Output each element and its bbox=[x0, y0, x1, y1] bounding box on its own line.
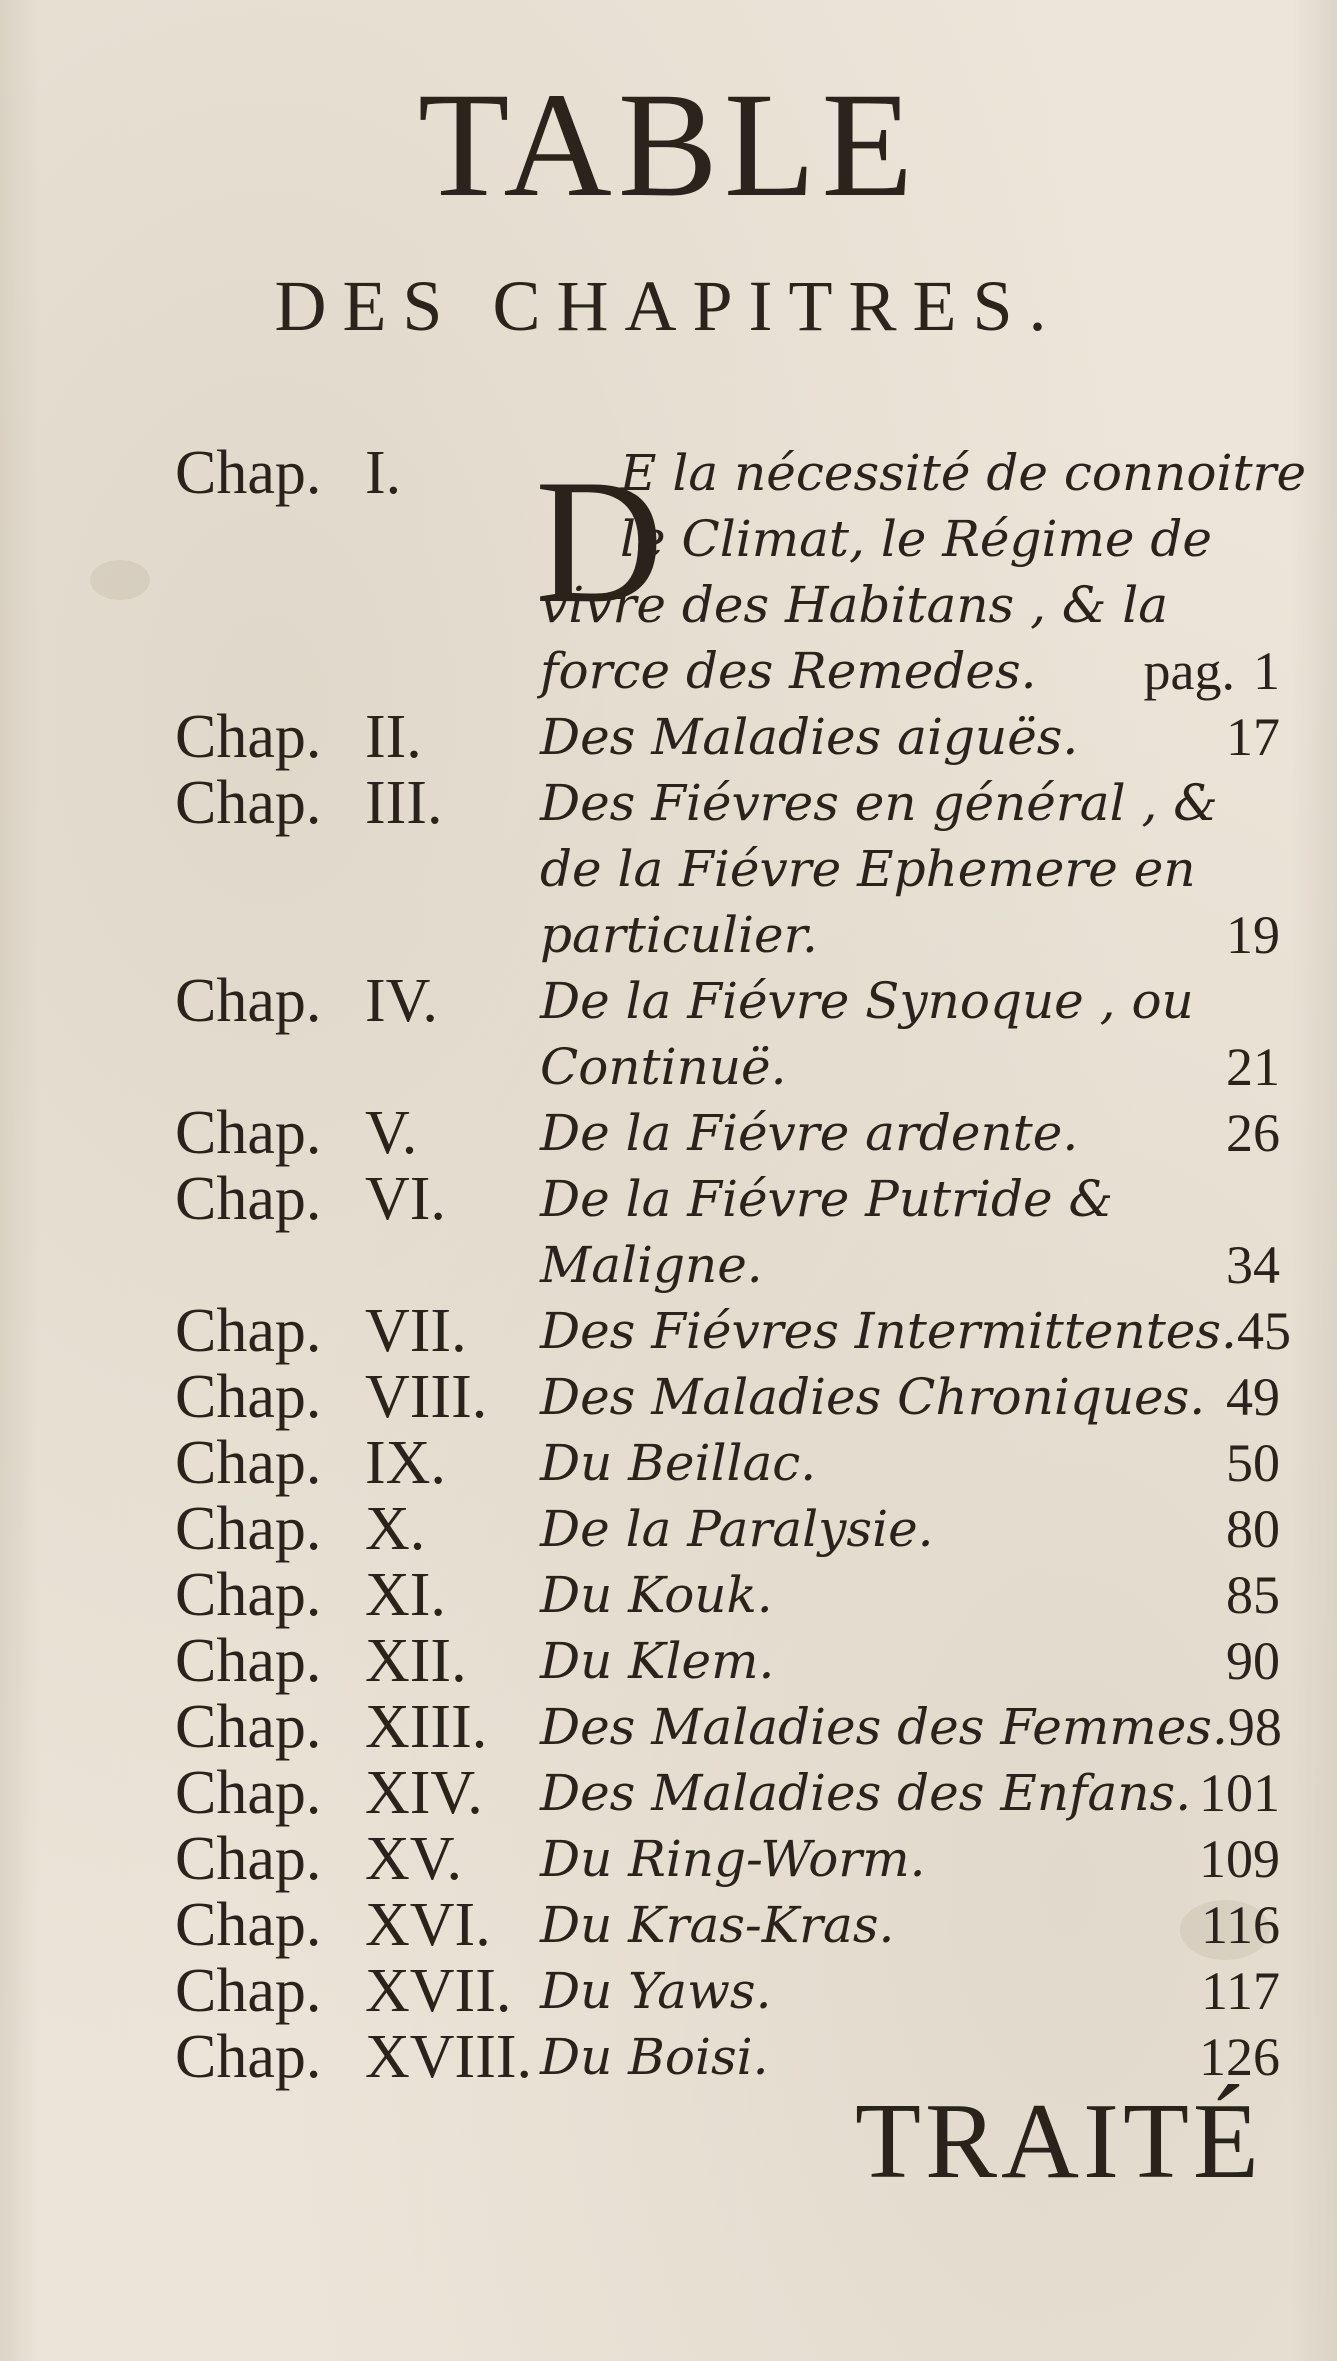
page-number: 45 bbox=[1236, 1301, 1291, 1361]
chapter-number bbox=[175, 1892, 491, 1958]
chapter-title-line bbox=[540, 1958, 1280, 2025]
chapter-title-text: Du Boisi. bbox=[540, 2028, 769, 2086]
page-number: 19 bbox=[1226, 905, 1280, 965]
chapter-roman-numeral: IX. bbox=[365, 1429, 446, 1497]
chapter-title-line bbox=[540, 1430, 1280, 1497]
chapter-roman-numeral: III. bbox=[365, 769, 443, 837]
page-ref bbox=[1226, 704, 1280, 771]
chapter-title-text: De la Fiévre Putride & bbox=[540, 1170, 1113, 1228]
chapter-roman-numeral: X. bbox=[365, 1495, 426, 1563]
page-ref bbox=[1201, 1958, 1280, 2025]
page-ref bbox=[1226, 1232, 1280, 1299]
chapter-title-text: Du Kras-Kras. bbox=[540, 1896, 895, 1954]
chapter-label: Chap. bbox=[175, 1429, 322, 1497]
chapter-title-text: particulier. bbox=[540, 906, 818, 964]
chapter-title-line bbox=[540, 902, 1280, 969]
chapter-roman-numeral: XVII. bbox=[365, 1957, 512, 2025]
page-ref bbox=[1199, 1826, 1280, 1893]
page-ref bbox=[1226, 1100, 1280, 1167]
chapter-number bbox=[175, 1100, 417, 1166]
drop-cap: D bbox=[535, 442, 664, 640]
chapter-title-text: Du Yaws. bbox=[540, 1962, 772, 2020]
chapter-label: Chap. bbox=[175, 2023, 322, 2091]
page-number: 109 bbox=[1199, 1829, 1280, 1889]
chapter-title-line bbox=[540, 1034, 1280, 1101]
chapter-title-text: force des Remedes. bbox=[540, 642, 1037, 700]
page-number: 98 bbox=[1227, 1697, 1282, 1757]
chapter-title-text: De la Paralysie. bbox=[540, 1500, 934, 1558]
chapter-label: Chap. bbox=[175, 1165, 322, 1233]
chapter-label: Chap. bbox=[175, 1891, 322, 1959]
chapter-roman-numeral: XII. bbox=[365, 1627, 467, 1695]
page-ref bbox=[1226, 1496, 1280, 1563]
chapter-title-text: de la Fiévre Ephemere en bbox=[540, 840, 1196, 898]
page-subtitle: DES CHAPITRES. bbox=[274, 266, 1063, 346]
chapter-title-text: vivre des Habitans , & la bbox=[540, 576, 1169, 634]
chapter-title-line bbox=[540, 1760, 1280, 1827]
page-ref bbox=[1226, 902, 1280, 969]
chapter-label: Chap. bbox=[175, 439, 322, 507]
chapter-title-text: De la Fiévre ardente. bbox=[540, 1104, 1079, 1162]
chapter-title-text: E la nécessité de connoitre bbox=[620, 444, 1307, 502]
chapter-label: Chap. bbox=[175, 769, 322, 837]
chapter-roman-numeral: XVIII. bbox=[365, 2023, 532, 2091]
chapter-title-line bbox=[540, 1628, 1280, 1695]
page-ref bbox=[1226, 1034, 1280, 1101]
chapter-title-line bbox=[540, 572, 1280, 638]
page-number: 117 bbox=[1201, 1961, 1280, 2021]
chapter-number bbox=[175, 1826, 462, 1892]
page-number: 101 bbox=[1199, 1763, 1280, 1823]
chapter-title-text: Du Beillac. bbox=[540, 1434, 817, 1492]
chapter-title-line bbox=[540, 1694, 1280, 1761]
chapter-label: Chap. bbox=[175, 703, 322, 771]
page-number: 85 bbox=[1226, 1565, 1280, 1625]
chapter-roman-numeral: VII. bbox=[365, 1297, 467, 1365]
chapter-title-line bbox=[620, 440, 1307, 506]
chapter-title-line bbox=[540, 968, 1280, 1034]
page-number: 26 bbox=[1226, 1103, 1280, 1163]
chapter-title-line bbox=[540, 1496, 1280, 1563]
chapter-title-line bbox=[540, 836, 1280, 902]
chapter-title-line bbox=[540, 1892, 1280, 1959]
chapter-number bbox=[175, 2024, 532, 2090]
chapter-number bbox=[175, 1958, 511, 2024]
page-ref bbox=[1226, 1628, 1280, 1695]
chapter-title-line bbox=[540, 638, 1280, 705]
chapter-label: Chap. bbox=[175, 1561, 322, 1629]
page-number: 17 bbox=[1226, 707, 1280, 767]
chapter-label: Chap. bbox=[175, 967, 322, 1035]
chapter-title-text: Du Ring-Worm. bbox=[540, 1830, 926, 1888]
chapter-number bbox=[175, 968, 438, 1034]
page-title: TABLE bbox=[417, 62, 920, 228]
chapter-title-text: Des Maladies des Femmes. bbox=[540, 1698, 1228, 1756]
chapter-label: Chap. bbox=[175, 1099, 322, 1167]
chapter-label: Chap. bbox=[175, 1759, 322, 1827]
chapter-title-line bbox=[540, 1826, 1280, 1893]
chapter-title-line bbox=[540, 1562, 1280, 1629]
chapter-label: Chap. bbox=[175, 1693, 322, 1761]
chapter-number bbox=[175, 1628, 467, 1694]
chapter-title-line bbox=[540, 1298, 1291, 1365]
chapter-title-text: Des Maladies Chroniques. bbox=[540, 1368, 1206, 1426]
chapter-title-line bbox=[540, 770, 1280, 836]
chapter-number bbox=[175, 1694, 487, 1760]
chapter-roman-numeral: VIII. bbox=[365, 1363, 488, 1431]
chapter-number bbox=[175, 1166, 446, 1232]
chapter-label: Chap. bbox=[175, 1957, 322, 2025]
chapter-title-line bbox=[540, 704, 1280, 771]
chapter-number bbox=[175, 1496, 425, 1562]
page-ref bbox=[1228, 1694, 1282, 1761]
chapter-roman-numeral: II. bbox=[365, 703, 422, 771]
chapter-number bbox=[175, 770, 442, 836]
chapter-roman-numeral: XI. bbox=[365, 1561, 446, 1629]
paper-stain bbox=[90, 560, 150, 600]
page-ref bbox=[1201, 1892, 1280, 1959]
chapter-roman-numeral: XVI. bbox=[365, 1891, 491, 1959]
chapter-title-text: Continuë. bbox=[540, 1038, 787, 1096]
chapter-number bbox=[175, 1298, 467, 1364]
chapter-number bbox=[175, 1760, 483, 1826]
chapter-roman-numeral: I. bbox=[365, 439, 402, 507]
page-number: 21 bbox=[1226, 1037, 1280, 1097]
page-ref bbox=[1226, 1430, 1280, 1497]
chapter-number bbox=[175, 440, 401, 506]
chapter-title-text: Des Fiévres Intermittentes. bbox=[540, 1302, 1237, 1360]
chapter-title-line bbox=[540, 1166, 1280, 1232]
chapter-title-text: Du Klem. bbox=[540, 1632, 775, 1690]
page-ref bbox=[1237, 1298, 1291, 1365]
page-number: 50 bbox=[1226, 1433, 1280, 1493]
chapter-title-line bbox=[620, 506, 1280, 572]
page-number: 116 bbox=[1201, 1895, 1280, 1955]
page-ref bbox=[1226, 1562, 1280, 1629]
chapter-roman-numeral: V. bbox=[365, 1099, 418, 1167]
catchword: TRAITÉ bbox=[855, 2082, 1263, 2201]
chapter-number bbox=[175, 1562, 446, 1628]
page-ref bbox=[1199, 1760, 1280, 1827]
chapter-label: Chap. bbox=[175, 1495, 322, 1563]
chapter-title-line bbox=[540, 1232, 1280, 1299]
page-number: 90 bbox=[1226, 1631, 1280, 1691]
chapter-title-text: Maligne. bbox=[540, 1236, 763, 1294]
chapter-title-text: Des Maladies des Enfans. bbox=[540, 1764, 1192, 1822]
chapter-title-line bbox=[540, 1100, 1280, 1167]
page-ref bbox=[1144, 638, 1280, 705]
chapter-title-text: Des Fiévres en général , & bbox=[540, 774, 1218, 832]
chapter-roman-numeral: VI. bbox=[365, 1165, 446, 1233]
chapter-roman-numeral: IV. bbox=[365, 967, 438, 1035]
chapter-title-text: le Climat, le Régime de bbox=[620, 510, 1213, 568]
page-number: 80 bbox=[1226, 1499, 1280, 1559]
chapter-title-line bbox=[540, 1364, 1280, 1431]
chapter-number bbox=[175, 704, 422, 770]
chapter-label: Chap. bbox=[175, 1825, 322, 1893]
page-ref bbox=[1226, 1364, 1280, 1431]
chapter-roman-numeral: XV. bbox=[365, 1825, 463, 1893]
page-number: 1 bbox=[1253, 641, 1280, 701]
chapter-number bbox=[175, 1430, 446, 1496]
page-label: pag. bbox=[1143, 641, 1235, 701]
chapter-title-text: De la Fiévre Synoque , ou bbox=[540, 972, 1194, 1030]
chapter-label: Chap. bbox=[175, 1363, 322, 1431]
page-number: 126 bbox=[1199, 2027, 1280, 2087]
chapter-number bbox=[175, 1364, 487, 1430]
chapter-title-text: Des Maladies aiguës. bbox=[540, 708, 1079, 766]
chapter-roman-numeral: XIII. bbox=[365, 1693, 488, 1761]
chapter-roman-numeral: XIV. bbox=[365, 1759, 483, 1827]
chapter-label: Chap. bbox=[175, 1297, 322, 1365]
chapter-label: Chap. bbox=[175, 1627, 322, 1695]
page-number: 49 bbox=[1226, 1367, 1280, 1427]
page-number: 34 bbox=[1226, 1235, 1280, 1295]
chapter-title-text: Du Kouk. bbox=[540, 1566, 773, 1624]
